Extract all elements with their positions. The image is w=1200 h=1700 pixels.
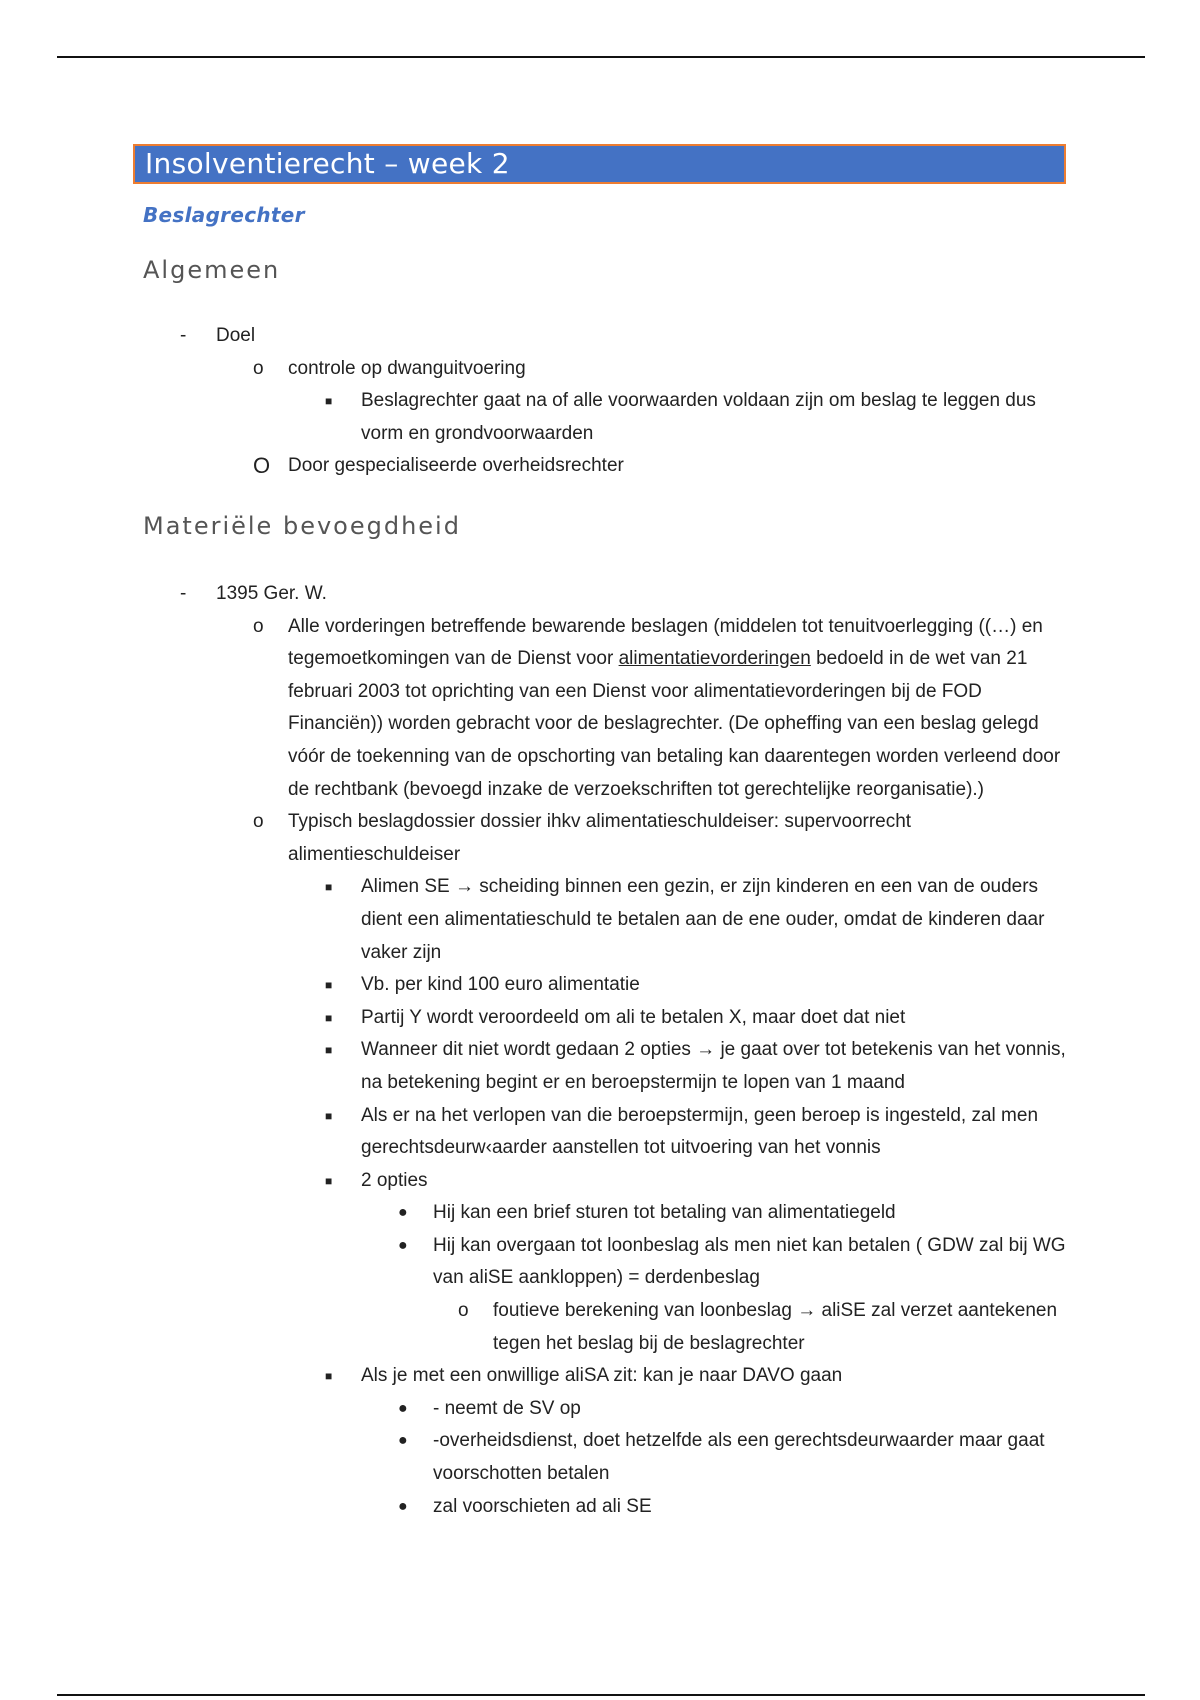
list-item: o foutieve berekening van loonbeslag → aliSE zal verzet aantekenen tegen het beslag bij de beslagrechter	[0, 1295, 1068, 1360]
list-item: o Typisch beslagdossier dossier ihkv alimentatieschuldeiser: supervoorrecht alimentieschuldeiser	[0, 806, 1068, 871]
bullet-dot-icon: ●	[398, 1236, 408, 1254]
list-item: O Door gespecialiseerde overheidsrechter	[0, 450, 1068, 483]
bullet-circle-icon: o	[253, 357, 264, 379]
bullet-dash-icon: -	[180, 583, 187, 604]
document-title: Insolventierecht – week 2	[133, 144, 1066, 184]
bullet-square-icon: ■	[325, 1043, 333, 1058]
bullet-square-icon: ■	[325, 1010, 333, 1025]
footer-rule	[57, 1694, 1145, 1696]
bullet-dash-icon: -	[180, 325, 187, 346]
list-item: o controle op dwanguitvoering	[0, 353, 1068, 386]
list-item: ■ Vb. per kind 100 euro alimentatie	[0, 969, 1068, 1002]
bullet-dot-icon: ●	[398, 1399, 408, 1417]
bullet-square-icon: ■	[325, 880, 333, 895]
bullet-circle-icon: o	[458, 1300, 469, 1322]
list-item: ● zal voorschieten ad ali SE	[0, 1491, 1068, 1524]
bullet-circle-icon: o	[253, 615, 264, 637]
bullet-square-icon: ■	[325, 1173, 333, 1188]
list-item: ■ Als je met een onwillige aliSA zit: kan je naar DAVO gaan	[0, 1360, 1068, 1393]
section-algemeen-list	[0, 320, 1200, 483]
list-item: - Doel	[0, 320, 1056, 353]
bullet-circle-icon: O	[253, 453, 271, 479]
bullet-square-icon: ■	[325, 978, 333, 993]
document-subtitle: Beslagrechter	[143, 203, 305, 227]
bullet-square-icon: ■	[325, 1369, 333, 1384]
list-item: ● - neemt de SV op	[0, 1393, 1068, 1426]
list-item: o Alle vorderingen betreffende bewarende beslagen (middelen tot tenuitvoerlegging ((…) en tegemoetkomingen van de Dienst voor alimentatievorderingen bedoeld in de wet van 21 februari 2003 tot oprichting van een Dienst voor alimentatievorderingen bij de FOD Financiën)) worden gebracht voor de beslagrechter. (De opheffing van een beslag gelegd vóór de toekenning van de opschorting van betaling kan daarentegen worden verleend door de rechtbank (bevoegd inzake de verzoekschriften tot gerechtelijke reorganisatie).)	[0, 611, 1068, 807]
bullet-dot-icon: ●	[398, 1432, 408, 1450]
bullet-circle-icon: o	[253, 811, 264, 833]
list-item: ■ Alimen SE → scheiding binnen een gezin, er zijn kinderen en een van de ouders dient een alimentatieschuld te betalen aan de ene ouder, omdat de kinderen daar vaker zijn	[0, 871, 1068, 969]
bullet-dot-icon: ●	[398, 1497, 408, 1515]
section-heading-materiele-bevoegdheid: Materiële bevoegdheid	[143, 512, 461, 540]
list-item: ● Hij kan een brief sturen tot betaling van alimentatiegeld	[0, 1197, 1068, 1230]
list-item: ● Hij kan overgaan tot loonbeslag als men niet kan betalen ( GDW zal bij WG van aliSE aankloppen) = derdenbeslag	[0, 1230, 1068, 1295]
section-materiele-list	[0, 578, 1200, 1523]
section-heading-algemeen: Algemeen	[143, 256, 281, 284]
list-item: ● -overheidsdienst, doet hetzelfde als een gerechtsdeurwaarder maar gaat voorschotten betalen	[0, 1425, 1068, 1490]
bullet-square-icon: ■	[325, 394, 333, 409]
bullet-dot-icon: ●	[398, 1204, 408, 1222]
list-item: ■ Wanneer dit niet wordt gedaan 2 opties → je gaat over tot betekenis van het vonnis, na betekening begint er en beroepstermijn te lopen van 1 maand	[0, 1034, 1068, 1099]
list-item: - 1395 Ger. W.	[0, 578, 1056, 611]
underlined-term: alimentatievorderingen	[618, 648, 811, 670]
bullet-square-icon: ■	[325, 1108, 333, 1123]
list-item: ■ Partij Y wordt veroordeeld om ali te betalen X, maar doet dat niet	[0, 1002, 1068, 1035]
list-item: ■ 2 opties	[0, 1165, 1068, 1198]
list-item: ■ Als er na het verlopen van die beroepstermijn, geen beroep is ingesteld, zal men gerechtsdeurw‹aarder aanstellen tot uitvoering van het vonnis	[0, 1100, 1068, 1165]
list-item: ■ Beslagrechter gaat na of alle voorwaarden voldaan zijn om beslag te leggen dus vorm en grondvoorwaarden	[0, 385, 1068, 450]
header-rule	[57, 56, 1145, 58]
